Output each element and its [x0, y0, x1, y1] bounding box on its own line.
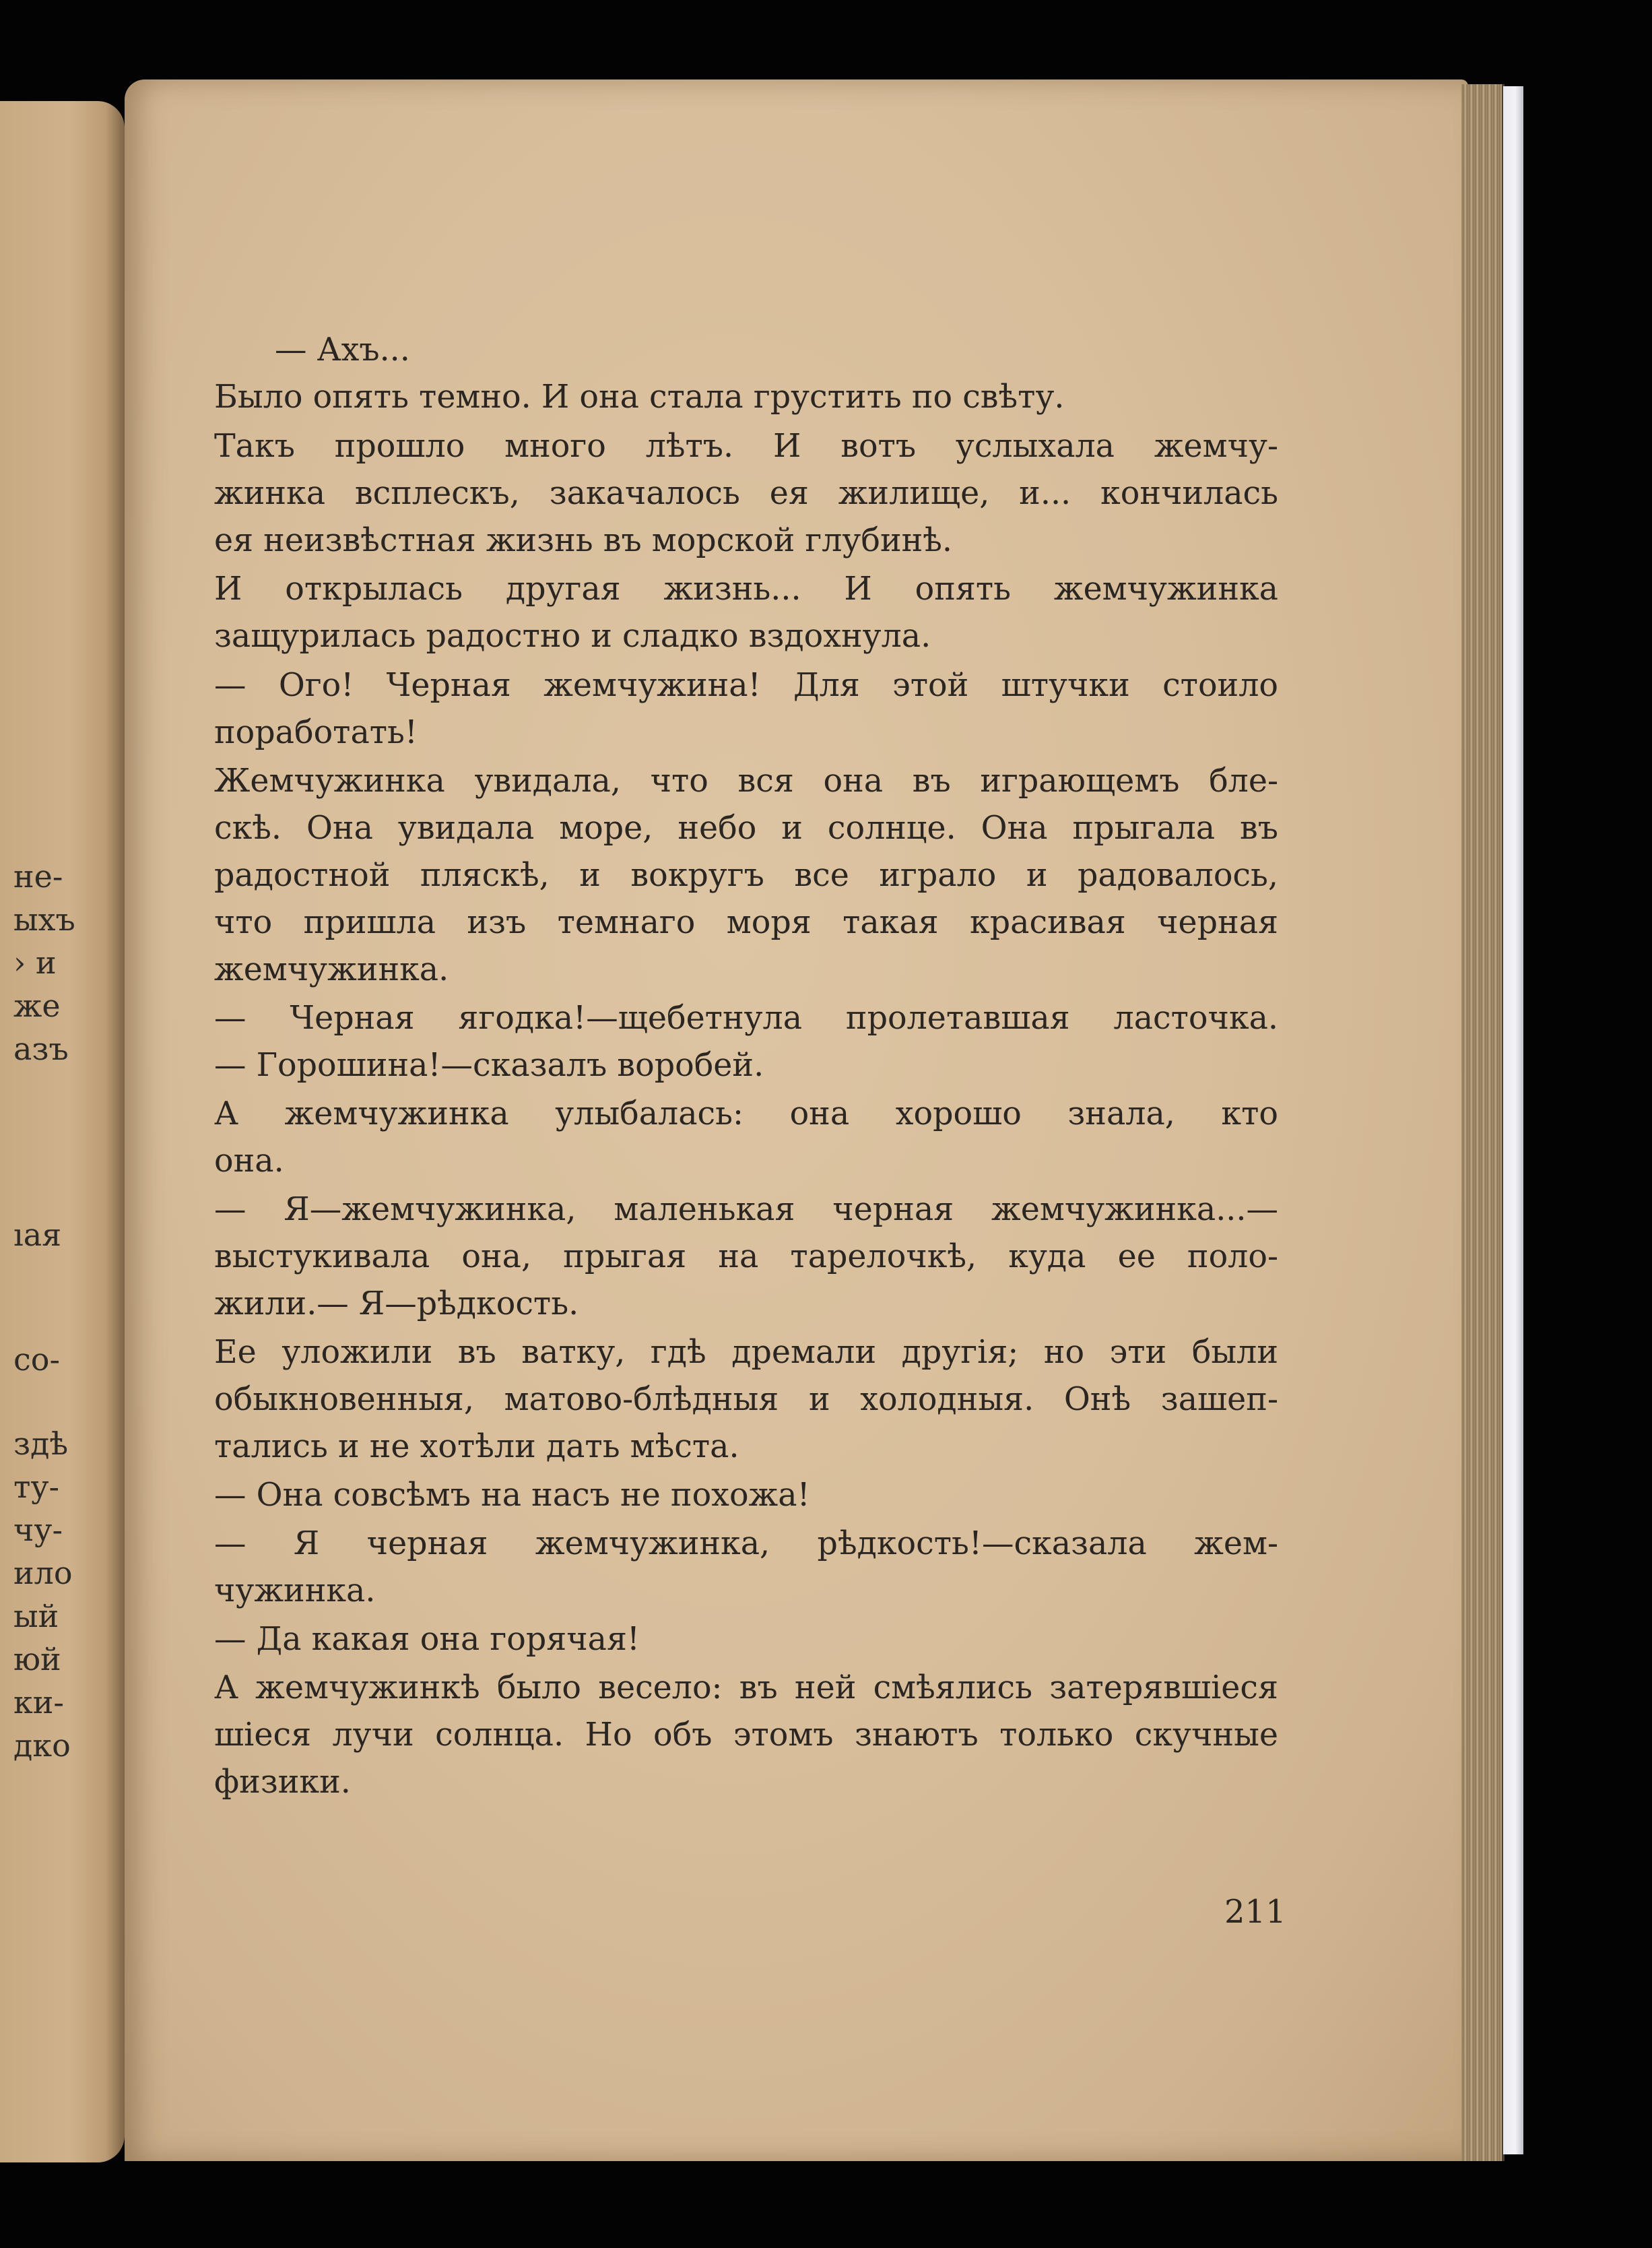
text-line: ея неизвѣстная жизнь въ морской глубинѣ. [214, 522, 953, 559]
text-line: — Черная ягодка!—щебетнула пролетавшая ласточка. [214, 1000, 1278, 1037]
page-edges [1461, 84, 1505, 2162]
text-line: физики. [214, 1764, 351, 1801]
text-line: — Она совсѣмъ на насъ не похожа! [214, 1477, 810, 1514]
page-number: 211 [1224, 1893, 1286, 1931]
text-line: Было опять темно. И она стала грустить по свѣту. [214, 379, 1065, 416]
left-fragment: › и [13, 944, 57, 981]
text-line: Такъ прошло много лѣтъ. И вотъ услыхала жемчу- [214, 428, 1278, 465]
left-fragment: ıая [13, 1217, 62, 1253]
text-line: шіеся лучи солнца. Но объ этомъ знаютъ только скучные [214, 1716, 1278, 1754]
text-line: Жемчужинка увидала, что вся она въ играющемъ бле- [214, 763, 1278, 800]
previous-page-edge [0, 101, 125, 2162]
text-line: — Ахъ... [275, 331, 410, 368]
left-fragment: ый [13, 1598, 59, 1634]
text-line: — Да какая она горячая! [214, 1621, 640, 1658]
left-fragment: со- [13, 1341, 60, 1378]
left-fragment: ило [13, 1555, 73, 1591]
left-fragment: юй [13, 1641, 61, 1677]
text-line: что пришла изъ темнаго моря такая красивая черная [214, 904, 1278, 941]
left-fragment: не- [13, 858, 63, 895]
text-line: поработать! [214, 714, 418, 751]
text-line: А жемчужинкѣ было весело: въ ней смѣялись затерявшіеся [214, 1669, 1278, 1706]
text-line: выстукивала она, прыгая на тарелочкѣ, куда ее поло- [214, 1238, 1278, 1275]
text-line: — Я—жемчужинка, маленькая черная жемчужинка...— [214, 1191, 1278, 1228]
text-line: — Горошина!—сказалъ воробей. [214, 1047, 764, 1084]
text-line: обыкновенныя, матово-блѣдныя и холодныя. Онѣ зашеп- [214, 1381, 1278, 1418]
text-line: А жемчужинка улыбалась: она хорошо знала, кто [214, 1095, 1278, 1132]
text-line: жинка всплескъ, закачалось ея жилище, и... кончилась [214, 475, 1278, 512]
text-line: И открылась другая жизнь... И опять жемчужинка [214, 571, 1278, 608]
text-line: чужинка. [214, 1572, 376, 1609]
text-line: радостной пляскѣ, и вокругъ все играло и радовалось, [214, 857, 1278, 894]
text-line: защурилась радостно и сладко вздохнула. [214, 618, 931, 655]
text-line: скѣ. Она увидала море, небо и солнце. Она прыгала въ [214, 810, 1278, 847]
page-edge-highlight [1503, 86, 1523, 2154]
left-fragment: же [13, 988, 61, 1024]
left-fragment: здѣ [13, 1425, 69, 1462]
left-fragment: азъ [13, 1031, 69, 1067]
left-fragment: ыхъ [13, 901, 75, 938]
text-line: Ее уложили въ ватку, гдѣ дремали другія; но эти были [214, 1334, 1278, 1371]
left-fragment: чу- [13, 1512, 63, 1548]
text-line: она. [214, 1143, 284, 1180]
left-fragment: ту- [13, 1469, 60, 1505]
text-line: — Ого! Черная жемчужина! Для этой штучки стоило [214, 667, 1278, 704]
left-fragment: дко [13, 1727, 71, 1764]
text-line: жемчужинка. [214, 951, 449, 988]
text-line: тались и не хотѣли дать мѣста. [214, 1428, 739, 1465]
text-line: — Я черная жемчужинка, рѣдкость!—сказала жем- [214, 1525, 1278, 1562]
text-line: жили.— Я—рѣдкость. [214, 1285, 579, 1322]
left-fragment: ки- [13, 1684, 64, 1721]
scan-bottom-border [125, 2161, 1525, 2248]
